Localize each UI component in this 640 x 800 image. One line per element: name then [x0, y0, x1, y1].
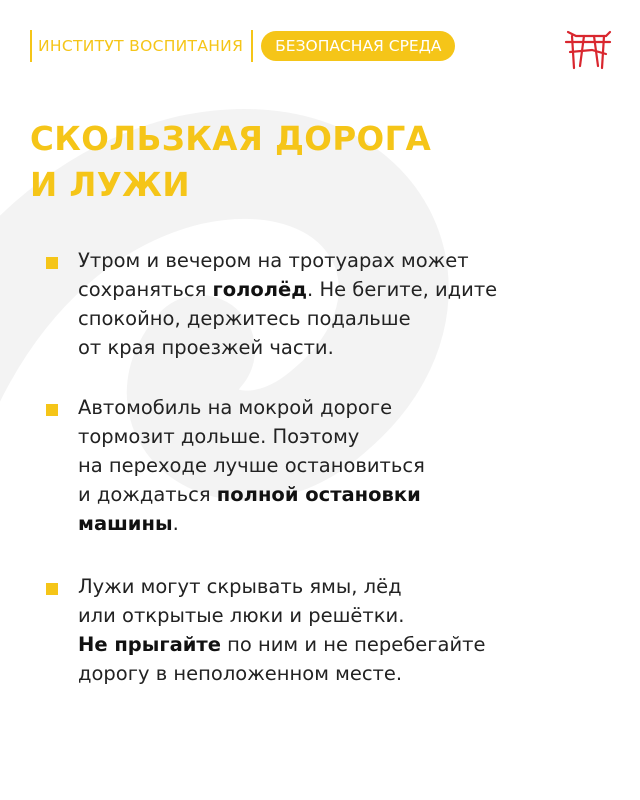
bold-text: полной остановки: [216, 483, 421, 506]
text-run: . Не бегите, идите: [307, 278, 498, 301]
bold-text: гололёд: [212, 278, 308, 301]
bullet-line: тормозит дольше. Поэтому: [78, 425, 360, 448]
bullet-line: Лужи могут скрывать ямы, лёд: [78, 575, 402, 598]
bullet-line: спокойно, держитесь подальше: [78, 307, 411, 330]
bullet-line: [78, 509, 425, 538]
header: [30, 30, 455, 62]
text-run: и дождаться: [78, 483, 217, 506]
bullet-line: Автомобиль на мокрой дороге: [78, 396, 393, 419]
bold-text: машины: [78, 512, 173, 535]
bullet-line: Утром и вечером на тротуарах может: [78, 249, 469, 272]
header-divider-left: [30, 30, 32, 62]
table-logo-icon: [562, 26, 614, 72]
category-badge: БЕЗОПАСНАЯ СРЕДА: [261, 31, 455, 61]
bullet-line: [78, 480, 425, 509]
bullet-text: [78, 393, 425, 538]
title-line-1: СКОЛЬЗКАЯ ДОРОГА: [30, 120, 432, 158]
bullet-marker: [46, 404, 58, 416]
text-run: сохраняться: [78, 278, 213, 301]
bullet-line: от края проезжей части.: [78, 336, 334, 359]
bullet-item-3: [46, 572, 606, 688]
bullet-line: [78, 630, 486, 659]
bullet-line: на переходе лучше остановиться: [78, 454, 425, 477]
bullet-text: [78, 572, 486, 688]
bullet-marker: [46, 583, 58, 595]
bullet-item-1: [46, 246, 606, 362]
title-line-2: И ЛУЖИ: [30, 166, 190, 204]
bullet-line: [78, 275, 497, 304]
text-run: .: [172, 512, 179, 535]
brand-name: ИНСТИТУТ ВОСПИТАНИЯ: [38, 37, 244, 55]
page-title: [30, 116, 431, 208]
bullet-item-2: [46, 393, 606, 538]
bullet-text: [78, 246, 497, 362]
header-divider: [251, 30, 253, 62]
bullet-marker: [46, 257, 58, 269]
bullet-line: дорогу в неположенном месте.: [78, 662, 403, 685]
bold-text: Не прыгайте: [78, 633, 221, 656]
bullet-list: [46, 246, 606, 719]
text-run: по ним и не перебегайте: [220, 633, 486, 656]
bullet-line: или открытые люки и решётки.: [78, 604, 405, 627]
